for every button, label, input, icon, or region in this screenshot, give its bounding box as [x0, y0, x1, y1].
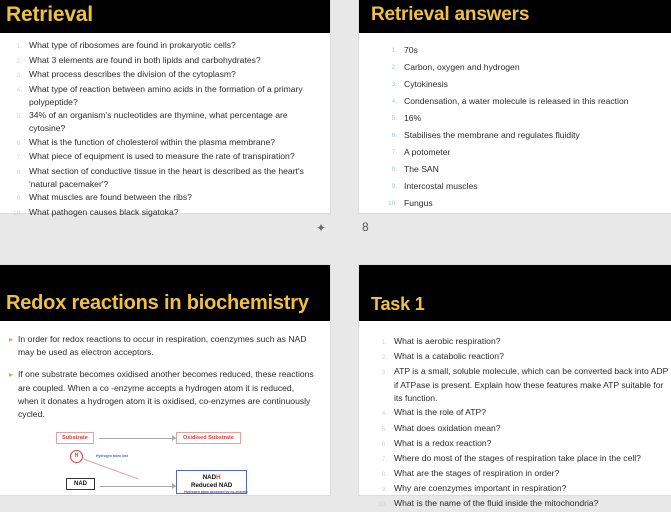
list-item	[0, 191, 320, 205]
list-marker: 2.	[16, 57, 22, 65]
list-marker: 2.	[391, 64, 397, 71]
diagram-arrow-bottom	[172, 483, 176, 489]
list-item	[0, 165, 320, 191]
redox-diagram	[56, 430, 274, 504]
list-item	[0, 68, 320, 82]
diagram-label-hydrogen-accepted: Hydrogen atom accepted by co-enzyme	[184, 490, 248, 495]
list-marker: 10.	[387, 200, 397, 207]
list-item	[365, 467, 671, 482]
list-marker: 6.	[381, 440, 387, 448]
list-marker: 9.	[16, 195, 22, 202]
list-item	[365, 335, 671, 350]
list-item-text: Why are coenzymes important in respiration?	[394, 482, 567, 493]
list-item-text: What is the function of cholesterol within the plasma membrane?	[29, 136, 276, 147]
list-marker: 2.	[381, 354, 387, 362]
bullet-arrow-icon: ▸	[8, 335, 13, 344]
list-item-text: Intercostal muscles	[404, 181, 478, 191]
slide-title: Retrieval answers	[371, 3, 530, 25]
list-item-text: Stabilises the membrane and regulates fluidity	[404, 130, 580, 140]
diagram-line-bottom	[100, 486, 176, 487]
list-item	[0, 150, 320, 164]
list-item	[375, 128, 661, 144]
list-marker: 10.	[377, 501, 387, 509]
list-item	[365, 350, 671, 365]
bullet-list	[4, 333, 316, 421]
list-item-text: What is a redox reaction?	[394, 437, 492, 448]
slide-body	[0, 321, 330, 504]
slide-title: Retrieval	[6, 2, 93, 26]
list-item-text: What 3 elements are found in both lipids and carbohydrates?	[29, 54, 261, 65]
list-marker: 1.	[381, 339, 387, 346]
list-item-text: 70s	[404, 45, 418, 55]
list-item	[365, 422, 671, 437]
slide-title-bar	[0, 0, 330, 33]
list-item-text: Fungus	[404, 198, 433, 208]
slide-title-bar	[359, 0, 671, 33]
list-marker: 4.	[391, 98, 397, 105]
list-item	[4, 333, 316, 359]
list-marker: 6.	[16, 139, 22, 147]
list-item-text: What section of conductive tissue in the heart is described as the heart's 'natural pacemaker'?	[29, 165, 304, 189]
list-item-text: Condensation, a water molecule is released in this reaction	[404, 96, 629, 106]
diagram-substrate-box: Substrate	[56, 432, 94, 444]
star-icon: ✦	[315, 221, 327, 235]
list-marker: 3.	[381, 369, 387, 377]
list-item	[0, 54, 320, 68]
list-item-text: What is the role of ATP?	[394, 407, 487, 418]
list-item	[375, 196, 661, 212]
slide-task-1[interactable]	[359, 265, 671, 509]
list-marker: 3.	[391, 81, 397, 88]
list-marker: 7.	[16, 154, 22, 161]
list-item	[375, 145, 661, 161]
diagram-diagonal-line	[82, 458, 139, 479]
list-marker: 9.	[381, 485, 387, 493]
list-marker: 8.	[16, 168, 22, 176]
list-marker: 1.	[16, 43, 22, 50]
list-item-text: ATP is a small, soluble molecule, which can be converted back into ADP if ATPase is present. Explain how these features make ATP suitable for its function.	[394, 366, 669, 404]
list-item-text: What pathogen causes black sigatoka?	[29, 206, 179, 217]
list-marker: 3.	[16, 72, 22, 79]
list-item	[0, 206, 320, 220]
list-item	[0, 136, 320, 150]
slide-title-bar	[359, 265, 671, 321]
list-item	[365, 482, 671, 497]
list-item-text: What type of ribosomes are found in prokaryotic cells?	[29, 40, 236, 50]
list-marker: 7.	[381, 455, 387, 463]
list-item	[0, 39, 320, 53]
list-item-text: Carbon, oxygen and hydrogen	[404, 62, 520, 72]
slide-body	[359, 33, 671, 217]
list-item-text: What is aerobic respiration?	[394, 336, 501, 346]
list-item-text: What muscles are found between the ribs?	[29, 192, 192, 202]
list-item	[375, 94, 661, 110]
list-item	[375, 111, 661, 127]
list-item	[375, 179, 661, 195]
list-marker: 4.	[381, 410, 387, 418]
list-item-text: What are the stages of respiration in order?	[394, 467, 560, 478]
list-marker: 9.	[391, 183, 397, 190]
list-item	[365, 452, 671, 467]
list-marker: 1.	[391, 47, 397, 54]
list-item-text: What process describes the division of the cytoplasm?	[29, 69, 236, 79]
slide-title: Task 1	[371, 294, 425, 314]
list-marker: 5.	[16, 113, 22, 120]
list-item-text: What does oxidation mean?	[394, 422, 501, 433]
list-item	[365, 406, 671, 421]
bullet-text: In order for redox reactions to occur in respiration, coenzymes such as NAD may be used as electron acceptors.	[18, 334, 307, 358]
diagram-oxidised-substrate-box: Oxidised Substrate	[176, 432, 241, 444]
list-item	[4, 368, 316, 421]
list-item	[375, 77, 661, 93]
diagram-nadh-plus: H	[216, 474, 221, 482]
slide-retrieval[interactable]	[0, 0, 330, 217]
list-item-text: The SAN	[404, 164, 439, 174]
page-number: 8	[362, 220, 369, 234]
list-item	[365, 365, 671, 406]
list-item-text: Where do most of the stages of respiration take place in the cell?	[394, 452, 641, 463]
list-item-text: What is the name of the fluid inside the mitochondria?	[394, 498, 599, 509]
list-marker: 5.	[391, 115, 397, 122]
list-marker: 8.	[381, 470, 387, 478]
slide-body	[0, 33, 330, 224]
list-item-text: 16%	[404, 113, 422, 123]
diagram-line-top	[99, 438, 176, 439]
list-marker: 4.	[16, 86, 22, 94]
list-marker: 6.	[391, 132, 397, 139]
diagram-label-hydrogen-lost: Hydrogen atom lost	[96, 454, 128, 459]
slide-body	[359, 321, 671, 512]
answer-list	[375, 43, 661, 212]
diagram-nadh-label: NAD	[202, 474, 217, 482]
list-item	[375, 162, 661, 178]
list-marker: 7.	[391, 149, 397, 156]
list-item	[365, 437, 671, 452]
slide-retrieval-answers[interactable]	[359, 0, 671, 213]
list-marker: 8.	[391, 166, 397, 173]
list-item-text: A potometer	[404, 147, 451, 157]
task-list	[365, 335, 671, 512]
list-item-text: What piece of equipment is used to measure the rate of transpiration?	[29, 151, 295, 161]
diagram-arrow-top	[172, 435, 176, 441]
bullet-text: If one substrate becomes oxidised another becomes reduced, these reactions are coupled. When a co -enzyme accepts a hydrogen atom it is reduced, when it donates a hydrogen atom it is oxidised, co-enzymes are continuously cycled.	[18, 369, 314, 420]
question-list	[0, 39, 320, 220]
list-item-text: 34% of an organism's nucleotides are thymine, what percentage are cytosine?	[29, 110, 288, 133]
slide-title-bar	[0, 265, 330, 321]
diagram-reduced-nad-label: Reduced NAD	[191, 482, 233, 490]
list-marker: 5.	[381, 425, 387, 433]
slide-title: Redox reactions in biochemistry	[6, 292, 309, 314]
list-item	[365, 497, 671, 512]
list-item	[375, 43, 661, 59]
diagram-nad-box: NAD	[66, 478, 95, 490]
slide-redox-reactions[interactable]	[0, 265, 330, 495]
list-item-text: What is a catabolic reaction?	[394, 351, 504, 362]
bullet-arrow-icon: ▸	[8, 370, 13, 380]
list-item	[0, 109, 320, 135]
list-item	[0, 83, 320, 109]
list-item-text: Cytokinesis	[404, 79, 448, 89]
diagram-hydrogen-circle: H	[70, 450, 83, 463]
list-item-text: What type of reaction between amino acids in the formation of a primary polypeptide?	[29, 83, 303, 107]
list-marker: 10.	[12, 209, 22, 217]
list-item	[375, 60, 661, 76]
